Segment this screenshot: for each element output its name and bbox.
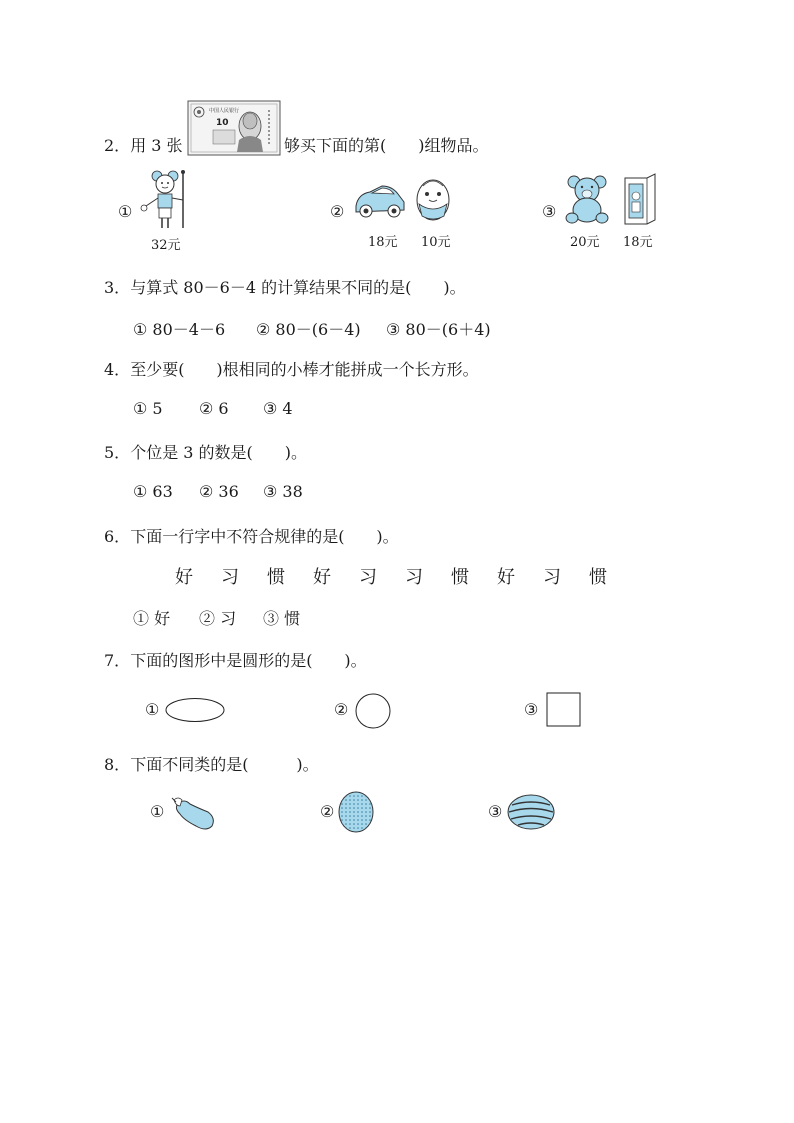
option-3[interactable]: ③ 80－(6＋4) (386, 320, 491, 339)
option-marker[interactable]: ② (334, 700, 349, 719)
option-3[interactable]: ③ 38 (263, 482, 303, 501)
option-2[interactable]: ② 36 (199, 482, 239, 501)
option-2[interactable]: ② 6 (199, 399, 229, 418)
doll-icon (140, 168, 190, 232)
price-label: 18元 (368, 235, 398, 250)
question-text-before: 用 3 张 (130, 136, 183, 155)
sequence-char: 惯 (589, 567, 607, 588)
toy-box-icon (621, 172, 659, 226)
question-text: 下面一行字中不符合规律的是( )。 (130, 527, 399, 546)
question-text: 与算式 80－6－4 的计算结果不同的是( )。 (130, 278, 466, 297)
question-number: 6． (104, 527, 131, 546)
sequence-char: 惯 (451, 567, 469, 588)
question-number: 4． (104, 360, 131, 379)
option-marker: ③ (542, 202, 557, 221)
question-text: 至少要( )根相同的小棒才能拼成一个长方形。 (130, 360, 479, 379)
question-2 (104, 133, 183, 156)
sequence-char: 好 (175, 567, 193, 588)
option-marker: ① (118, 202, 133, 221)
option-marker[interactable]: ① (150, 802, 165, 821)
question-number: 5． (104, 443, 131, 462)
question-number: 7． (104, 651, 131, 670)
option-2[interactable]: ② 80－(6－4) (256, 320, 361, 339)
sequence-char: 习 (405, 567, 423, 588)
option-1[interactable]: ① 好 (133, 609, 171, 628)
question-6 (104, 524, 399, 547)
question-number: 8． (104, 755, 131, 774)
character-sequence (175, 563, 613, 589)
square-shape (546, 692, 582, 728)
sequence-char: 好 (497, 567, 515, 588)
question-text: 个位是 3 的数是( )。 (130, 443, 308, 462)
question-text: 下面不同类的是( )。 (130, 755, 319, 774)
option-marker[interactable]: ② (320, 802, 335, 821)
sequence-char: 习 (543, 567, 561, 588)
question-number: 2． (104, 136, 131, 155)
option-3[interactable]: ③ 惯 (263, 609, 301, 628)
watermelon-icon (506, 793, 556, 831)
banknote-icon (187, 100, 281, 156)
teddy-bear-icon (564, 174, 610, 224)
ellipse-shape (164, 697, 226, 723)
question-5 (104, 440, 307, 463)
question-text: 下面的图形中是圆形的是( )。 (130, 651, 367, 670)
question-4 (104, 357, 479, 380)
eggplant-icon (168, 794, 218, 832)
option-1[interactable]: ① 80－4－6 (133, 320, 226, 339)
option-marker: ② (330, 202, 345, 221)
toy-car-icon (352, 180, 406, 220)
sequence-char: 好 (313, 567, 331, 588)
banknote-header: 中国人民银行 (209, 108, 240, 114)
egg-toy-icon (414, 174, 452, 222)
price-label: 10元 (421, 235, 451, 250)
option-3[interactable]: ③ 4 (263, 399, 293, 418)
sequence-char: 习 (359, 567, 377, 588)
question-3 (104, 275, 466, 298)
circle-shape (354, 692, 392, 730)
question-8 (104, 752, 319, 775)
sequence-char: 惯 (267, 567, 285, 588)
question-7 (104, 648, 367, 671)
option-marker[interactable]: ③ (488, 802, 503, 821)
option-1[interactable]: ① 63 (133, 482, 173, 501)
question-2-after: 够买下面的第( )组物品。 (284, 136, 489, 155)
option-1[interactable]: ① 5 (133, 399, 163, 418)
sequence-char: 习 (221, 567, 239, 588)
price-label: 20元 (570, 235, 600, 250)
banknote-denomination: 10 (216, 118, 229, 128)
cantaloupe-icon (336, 790, 376, 834)
price-label: 18元 (623, 235, 653, 250)
option-marker[interactable]: ③ (524, 700, 539, 719)
option-marker[interactable]: ① (145, 700, 160, 719)
question-number: 3． (104, 278, 131, 297)
option-2[interactable]: ② 习 (199, 609, 237, 628)
price-label: 32元 (151, 238, 181, 253)
